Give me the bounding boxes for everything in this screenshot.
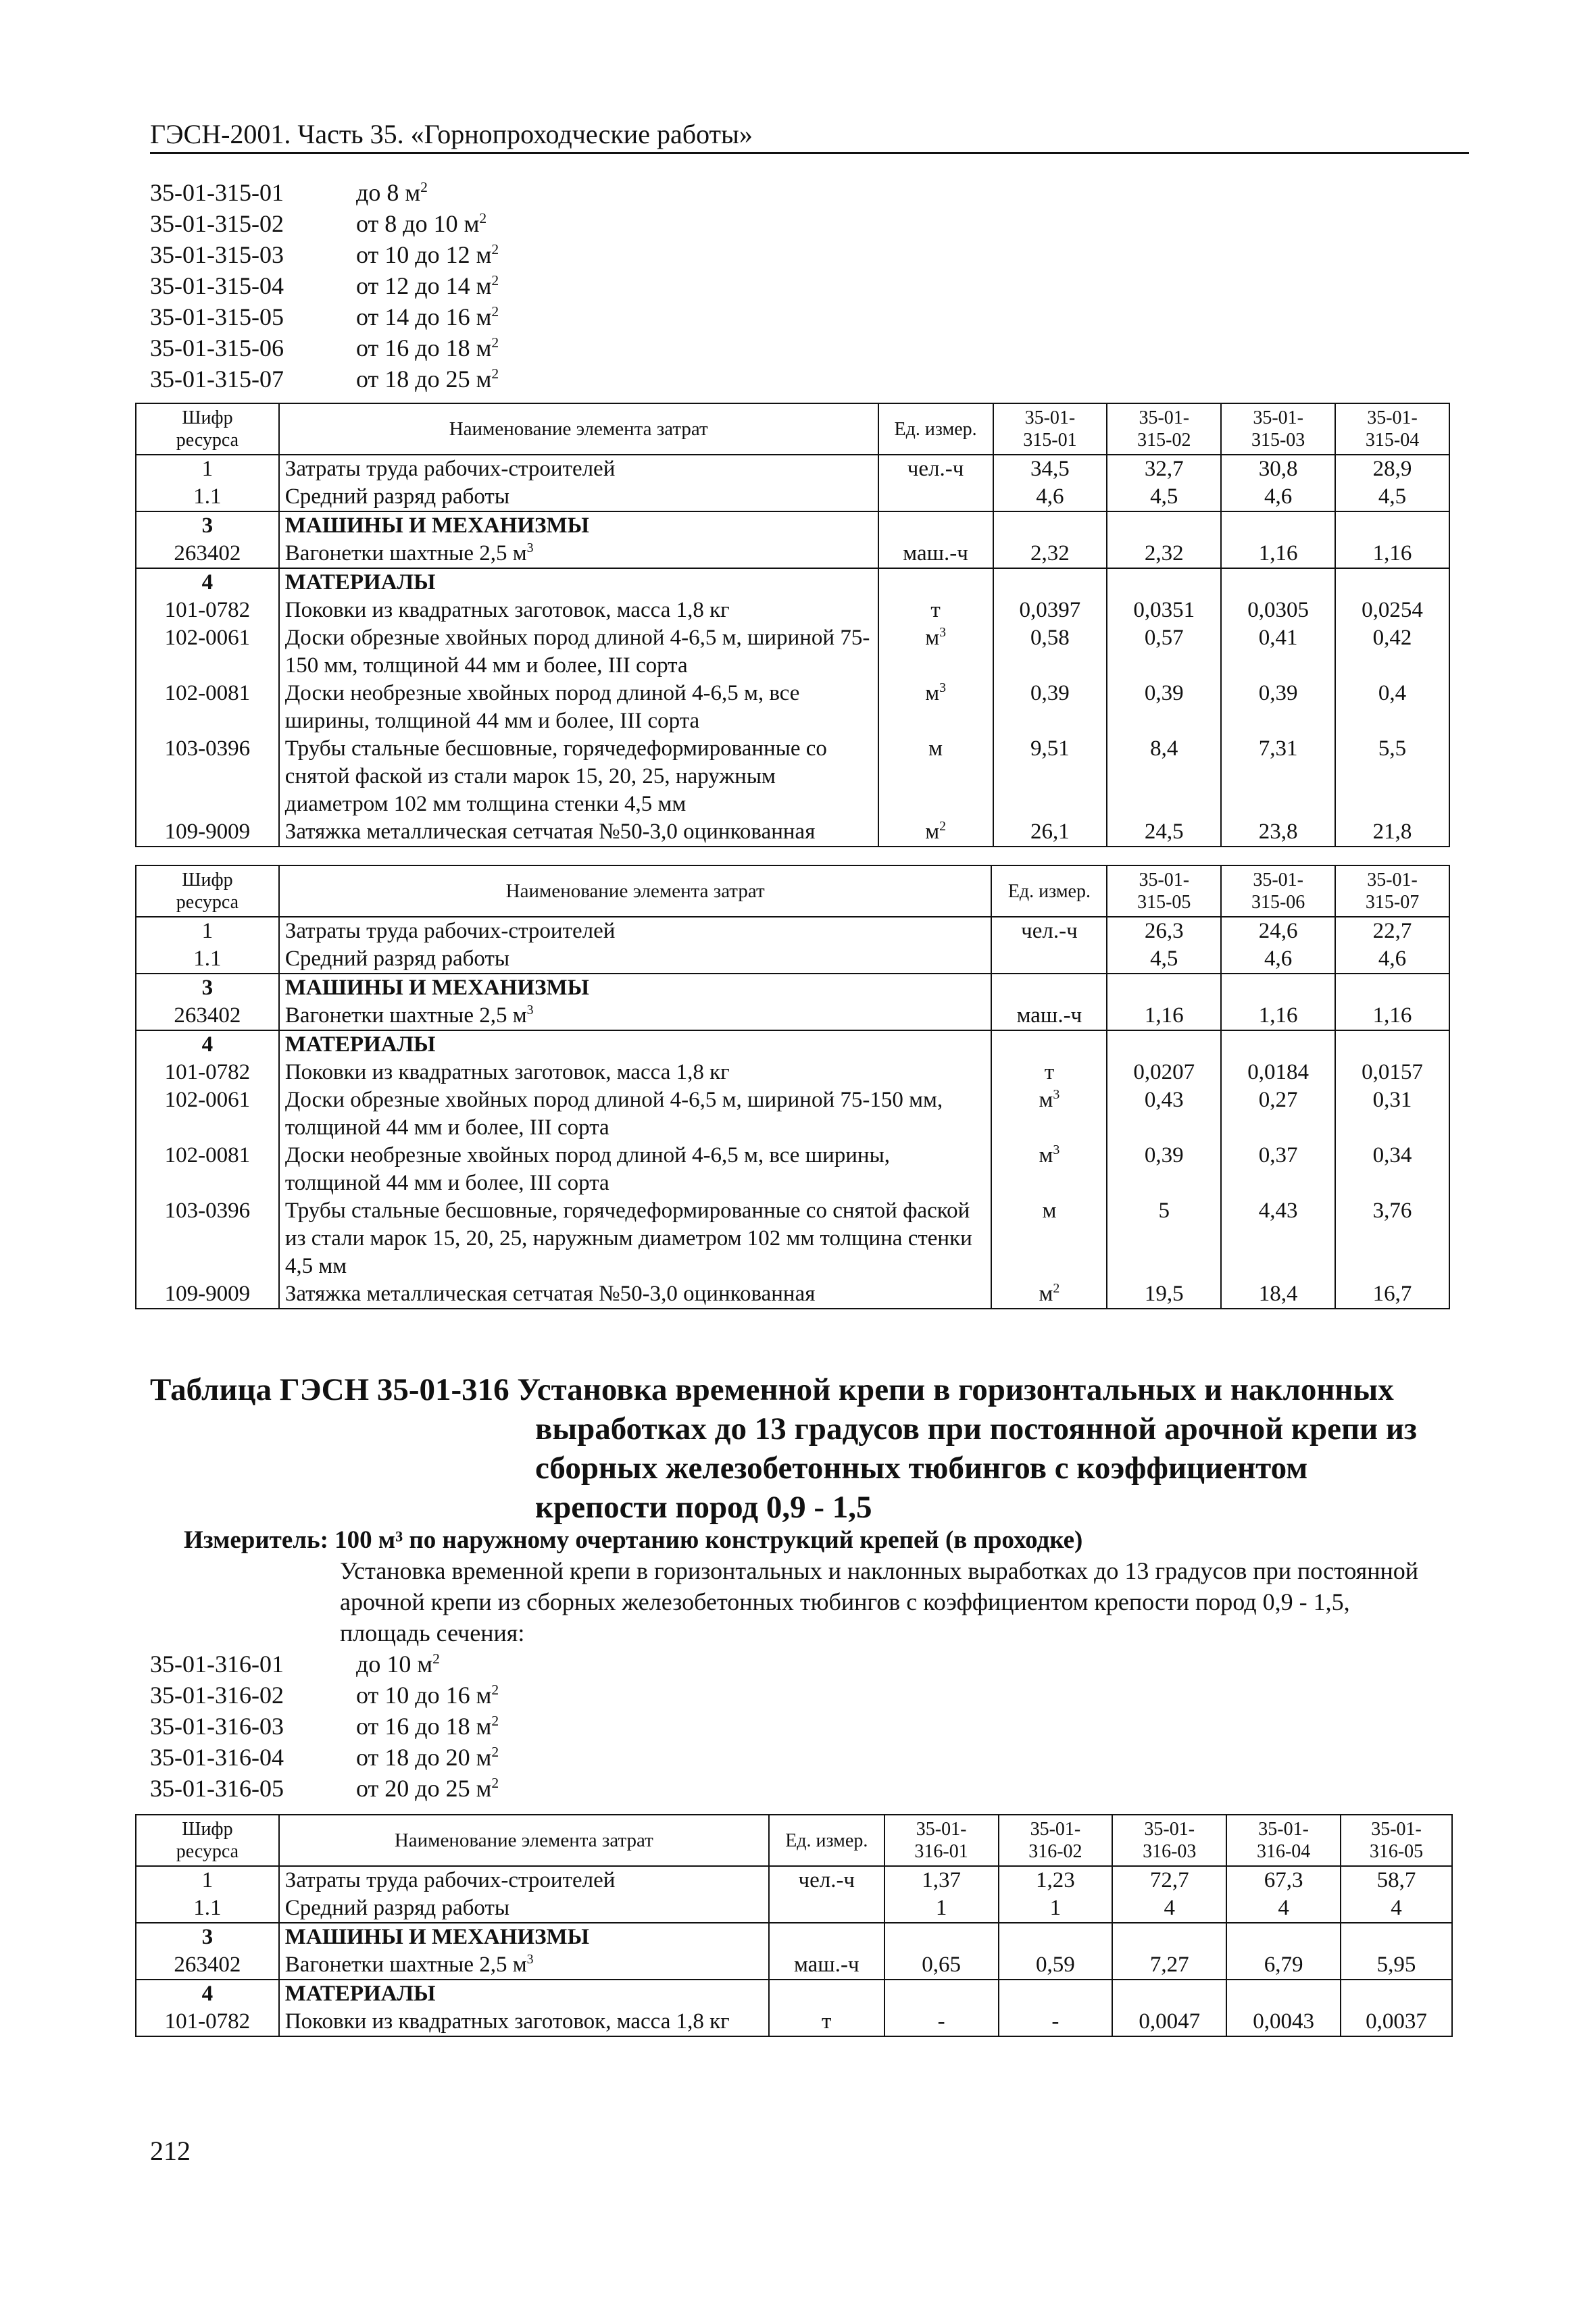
value-cell: 0,39 [1221,680,1335,735]
value-cell: 0,0305 [1221,597,1335,624]
cost-element-name: Затяжка металлическая сетчатая №50-3,0 оцинкованная [279,1280,992,1309]
value-cell: 5,5 [1335,735,1449,818]
code-description: от 12 до 14 $м^2$ [356,272,499,299]
value-cell: 9,51 [993,735,1107,818]
value-cell [1107,511,1221,540]
value-cell: 0,4 [1335,680,1449,735]
value-cell: 0,65 [884,1951,999,1980]
value-cell [999,1923,1113,1951]
value-cell: 7,31 [1221,735,1335,818]
code-description: от 10 до 16 $м^2$ [356,1682,499,1709]
value-cell [1335,511,1449,540]
value-cell: 67,3 [1226,1866,1341,1894]
title-line-2: выработках до 13 градусов при постоянной арочной крепи из [535,1411,1417,1447]
value-cell: 34,5 [993,455,1107,483]
value-cell: 23,8 [1221,818,1335,847]
unit: маш.-ч [878,540,993,568]
unit [878,511,993,540]
title-line-4: крепости пород 0,9 - 1,5 [535,1490,872,1525]
cost-element-name: МАТЕРИАЛЫ [279,1030,992,1059]
value-cell [884,1923,999,1951]
value-cell [1221,1030,1335,1059]
table-row [136,624,1449,680]
value-cell: 1,23 [999,1866,1113,1894]
resource-code: 1 [136,1866,279,1894]
table-row [136,945,1449,974]
unit [769,1923,884,1951]
value-cell [1226,1923,1341,1951]
value-cell: 4,6 [993,483,1107,511]
unit [991,974,1107,1002]
unit: т [878,597,993,624]
value-cell [1221,511,1335,540]
unit: $м^2$ [991,1280,1107,1309]
page-number: 212 [150,2136,191,2166]
resource-code: 109-9009 [136,1280,279,1309]
cost-element-name: Трубы стальные бесшовные, горячедеформированные со снятой фаской из стали марок 15, 20, 25, наружным диаметром 102 мм толщина стенки 4,5 мм [279,735,878,818]
code-description: от 16 до 18 $м^2$ [356,334,499,361]
value-cell [993,511,1107,540]
code-row [150,363,499,395]
value-cell [1335,568,1449,597]
value-cell [1335,974,1449,1002]
code-description: от 18 до 25 $м^2$ [356,366,499,393]
code-row [150,208,499,239]
resource-code: 109-9009 [136,818,279,847]
header-norm-column: 35-01- 316-01 [884,1815,999,1866]
cost-element-name: Доски обрезные хвойных пород длиной 4-6,5 м, шириной 75-150 мм, толщиной 44 мм и более, III сорта [279,1086,992,1142]
header-resource-code: Шифр ресурса [136,1815,279,1866]
code-row [150,332,499,363]
value-cell: 26,1 [993,818,1107,847]
code-description: от 14 до 16 $м^2$ [356,303,499,330]
table-316-title [150,1370,1417,1527]
code: 35-01-316-05 [150,1775,284,1802]
table-row [136,511,1449,540]
header-norm-column: 35-01- 315-05 [1107,865,1221,917]
header-norm-column: 35-01- 315-03 [1221,403,1335,455]
value-cell: 2,32 [1107,540,1221,568]
cost-element-name: Затраты труда рабочих-строителей [279,917,992,945]
unit: $м^3$ [991,1086,1107,1142]
value-cell: 0,31 [1335,1086,1449,1142]
value-cell [884,1980,999,2008]
header-norm-column: 35-01- 316-04 [1226,1815,1341,1866]
header-name: Наименование элемента затрат [279,1815,769,1866]
unit: $м^3$ [991,1142,1107,1197]
table-row [136,1059,1449,1086]
resource-code: 101-0782 [136,1059,279,1086]
cost-element-name: Вагонетки шахтные 2,5 $м^3$ [279,1002,992,1030]
header-name: Наименование элемента затрат [279,403,878,455]
value-cell: 58,7 [1341,1866,1452,1894]
value-cell [1335,1030,1449,1059]
value-cell: 0,0207 [1107,1059,1221,1086]
value-cell: 4,6 [1335,945,1449,974]
code: 35-01-316-01 [150,1651,284,1678]
table-row [136,1002,1449,1030]
header-name: Наименование элемента затрат [279,865,992,917]
header-resource-code: Шифр ресурса [136,403,279,455]
table-row [136,455,1449,483]
resource-code: 101-0782 [136,2008,279,2036]
value-cell: 1 [884,1894,999,1923]
resource-code: 102-0081 [136,680,279,735]
table-316-description: Установка временной крепи в горизонтальных и наклонных выработках до 13 градусов при постоянной арочной крепи из сборных железобетонных тюбингов с коэффициентом крепости пород 0,9 - 1,5, площадь сечения: [340,1557,1419,1646]
resource-code: 4 [136,1980,279,2008]
code: 35-01-315-03 [150,241,284,268]
header-norm-column: 35-01- 316-03 [1112,1815,1226,1866]
norms-table-315-part1 [135,403,1450,847]
value-cell: 0,58 [993,624,1107,680]
cost-element-name: Затраты труда рабочих-строителей [279,455,878,483]
title-line-3: сборных железобетонных тюбингов с коэффициентом [535,1451,1308,1486]
code: 35-01-315-06 [150,334,284,361]
table-row [136,818,1449,847]
value-cell: 0,0351 [1107,597,1221,624]
cost-element-name: МАТЕРИАЛЫ [279,1980,769,2008]
unit: чел.-ч [991,917,1107,945]
unit: м [878,735,993,818]
code: 35-01-316-04 [150,1744,284,1771]
table-row [136,1197,1449,1280]
value-cell: 2,32 [993,540,1107,568]
value-cell [1341,1980,1452,2008]
cost-element-name: Трубы стальные бесшовные, горячедеформированные со снятой фаской из стали марок 15, 20, 25, наружным диаметром 102 мм толщина стенки 4,5 мм [279,1197,992,1280]
value-cell: 6,79 [1226,1951,1341,1980]
cost-element-name: Затраты труда рабочих-строителей [279,1866,769,1894]
code: 35-01-315-01 [150,179,284,206]
resource-code: 263402 [136,1002,279,1030]
value-cell: 0,34 [1335,1142,1449,1197]
value-cell: 0,0047 [1112,2008,1226,2036]
cost-element-name: МАШИНЫ И МЕХАНИЗМЫ [279,1923,769,1951]
value-cell: 5 [1107,1197,1221,1280]
unit: маш.-ч [769,1951,884,1980]
cost-element-name: Поковки из квадратных заготовок, масса 1,8 кг [279,1059,992,1086]
value-cell: 18,4 [1221,1280,1335,1309]
unit: $м^3$ [878,680,993,735]
value-cell: 0,41 [1221,624,1335,680]
code-row [150,301,499,332]
value-cell: 4 [1226,1894,1341,1923]
table-row [136,974,1449,1002]
value-cell: 0,0157 [1335,1059,1449,1086]
unit: т [769,2008,884,2036]
value-cell: 0,0254 [1335,597,1449,624]
value-cell [1226,1980,1341,2008]
unit: маш.-ч [991,1002,1107,1030]
value-cell: 0,39 [1107,1142,1221,1197]
value-cell: 0,57 [1107,624,1221,680]
codes-list-316 [150,1649,499,1804]
value-cell [1221,974,1335,1002]
header-unit: Ед. измер. [878,403,993,455]
norms-table-315-part2 [135,865,1450,1309]
value-cell: 4,5 [1107,483,1221,511]
value-cell: 0,42 [1335,624,1449,680]
unit: чел.-ч [769,1866,884,1894]
code-description: от 16 до 18 $м^2$ [356,1713,499,1740]
unit [991,945,1107,974]
table-row [136,597,1449,624]
value-cell [1107,1030,1221,1059]
codes-list-315 [150,177,499,395]
cost-element-name: Средний разряд работы [279,945,992,974]
value-cell: 3,76 [1335,1197,1449,1280]
value-cell: - [884,2008,999,2036]
table-row [136,540,1449,568]
value-cell: 1 [999,1894,1113,1923]
cost-element-name: Поковки из квадратных заготовок, масса 1,8 кг [279,597,878,624]
header-norm-column: 35-01- 315-06 [1221,865,1335,917]
value-cell: 32,7 [1107,455,1221,483]
value-cell [1112,1980,1226,2008]
value-cell: 24,5 [1107,818,1221,847]
table-row [136,680,1449,735]
table-row [136,1866,1452,1894]
value-cell: 4,43 [1221,1197,1335,1280]
value-cell [1107,974,1221,1002]
resource-code: 3 [136,511,279,540]
value-cell: 4,5 [1335,483,1449,511]
measure-unit: Измеритель: 100 м³ по наружному очертанию конструкций крепей (в проходке) [184,1526,1083,1554]
code: 35-01-315-02 [150,210,284,237]
value-cell: 26,3 [1107,917,1221,945]
resource-code: 4 [136,568,279,597]
header-unit: Ед. измер. [769,1815,884,1866]
value-cell: 1,16 [1335,540,1449,568]
header-norm-column: 35-01- 316-02 [999,1815,1113,1866]
resource-code: 1.1 [136,945,279,974]
cost-element-name: Средний разряд работы [279,1894,769,1923]
table-row [136,483,1449,511]
cost-element-name: Затяжка металлическая сетчатая №50-3,0 оцинкованная [279,818,878,847]
value-cell [1107,568,1221,597]
value-cell: 4,5 [1107,945,1221,974]
value-cell: 30,8 [1221,455,1335,483]
unit [769,1980,884,2008]
table-row [136,917,1449,945]
table-row [136,1980,1452,2008]
cost-element-name: МАШИНЫ И МЕХАНИЗМЫ [279,974,992,1002]
code-description: до 8 $м^2$ [356,179,428,206]
code-description: от 18 до 20 $м^2$ [356,1744,499,1771]
value-cell [993,568,1107,597]
code: 35-01-315-07 [150,366,284,393]
value-cell: 0,0397 [993,597,1107,624]
cost-element-name: МАШИНЫ И МЕХАНИЗМЫ [279,511,878,540]
cost-element-name: Средний разряд работы [279,483,878,511]
value-cell: 21,8 [1335,818,1449,847]
value-cell: 4,6 [1221,945,1335,974]
resource-code: 102-0061 [136,1086,279,1142]
code: 35-01-316-03 [150,1713,284,1740]
cost-element-name: Доски необрезные хвойных пород длиной 4-6,5 м, все ширины, толщиной 44 мм и более, III сорта [279,680,878,735]
value-cell [1221,568,1335,597]
value-cell: 0,0037 [1341,2008,1452,2036]
cost-element-name: Доски обрезные хвойных пород длиной 4-6,5 м, шириной 75-150 мм, толщиной 44 мм и более, III сорта [279,624,878,680]
page-header: ГЭСН-2001. Часть 35. «Горнопроходческие работы» [150,119,753,149]
header-rule [150,152,1469,154]
value-cell: 1,16 [1335,1002,1449,1030]
resource-code: 102-0061 [136,624,279,680]
unit: м [991,1197,1107,1280]
code-row [150,1773,499,1804]
value-cell: 1,16 [1221,540,1335,568]
value-cell: 24,6 [1221,917,1335,945]
value-cell [1112,1923,1226,1951]
cost-element-name: Поковки из квадратных заготовок, масса 1,8 кг [279,2008,769,2036]
code-row [150,1649,499,1680]
code-row [150,239,499,270]
code-description: от 20 до 25 $м^2$ [356,1775,499,1802]
header-norm-column: 35-01- 315-04 [1335,403,1449,455]
resource-code: 263402 [136,1951,279,1980]
code: 35-01-315-05 [150,303,284,330]
header-resource-code: Шифр ресурса [136,865,279,917]
value-cell: - [999,2008,1113,2036]
unit: т [991,1059,1107,1086]
unit [991,1030,1107,1059]
table-row [136,1923,1452,1951]
value-cell: 4 [1341,1894,1452,1923]
value-cell: 8,4 [1107,735,1221,818]
table-row [136,1142,1449,1197]
code-row [150,1742,499,1773]
code-row [150,177,499,208]
value-cell: 22,7 [1335,917,1449,945]
code-description: от 8 до 10 $м^2$ [356,210,487,237]
resource-code: 3 [136,974,279,1002]
resource-code: 3 [136,1923,279,1951]
unit: чел.-ч [878,455,993,483]
value-cell: 0,39 [1107,680,1221,735]
value-cell: 4,6 [1221,483,1335,511]
value-cell: 0,59 [999,1951,1113,1980]
value-cell: 72,7 [1112,1866,1226,1894]
header-unit: Ед. измер. [991,865,1107,917]
value-cell: 5,95 [1341,1951,1452,1980]
table-row [136,1951,1452,1980]
title-line-1: Таблица ГЭСН 35-01-316 Установка временной крепи в горизонтальных и наклонных [150,1372,1394,1407]
code-description: до 10 $м^2$ [356,1651,440,1678]
value-cell: 16,7 [1335,1280,1449,1309]
value-cell [999,1980,1113,2008]
header-norm-column: 35-01- 315-02 [1107,403,1221,455]
table-row [136,1086,1449,1142]
resource-code: 103-0396 [136,735,279,818]
value-cell: 1,16 [1107,1002,1221,1030]
value-cell: 0,43 [1107,1086,1221,1142]
resource-code: 1.1 [136,483,279,511]
code-description: от 10 до 12 $м^2$ [356,241,499,268]
value-cell: 19,5 [1107,1280,1221,1309]
table-row [136,1030,1449,1059]
header-norm-column: 35-01- 316-05 [1341,1815,1452,1866]
value-cell: 7,27 [1112,1951,1226,1980]
table-row [136,2008,1452,2036]
resource-code: 1 [136,455,279,483]
unit [878,483,993,511]
code-row [150,1680,499,1711]
header-norm-column: 35-01- 315-01 [993,403,1107,455]
value-cell: 0,39 [993,680,1107,735]
cost-element-name: МАТЕРИАЛЫ [279,568,878,597]
table-row [136,1280,1449,1309]
table-row [136,568,1449,597]
value-cell: 1,37 [884,1866,999,1894]
norms-table-316 [135,1814,1453,2037]
resource-code: 263402 [136,540,279,568]
table-row [136,735,1449,818]
value-cell: 0,37 [1221,1142,1335,1197]
resource-code: 103-0396 [136,1197,279,1280]
value-cell: 1,16 [1221,1002,1335,1030]
resource-code: 101-0782 [136,597,279,624]
value-cell: 28,9 [1335,455,1449,483]
value-cell: 4 [1112,1894,1226,1923]
unit [769,1894,884,1923]
cost-element-name: Вагонетки шахтные 2,5 $м^3$ [279,1951,769,1980]
header-norm-column: 35-01- 315-07 [1335,865,1449,917]
code: 35-01-316-02 [150,1682,284,1709]
table-row [136,1894,1452,1923]
value-cell: 0,0043 [1226,2008,1341,2036]
resource-code: 102-0081 [136,1142,279,1197]
cost-element-name: Вагонетки шахтные 2,5 $м^3$ [279,540,878,568]
unit: $м^2$ [878,818,993,847]
resource-code: 1.1 [136,1894,279,1923]
unit [878,568,993,597]
resource-code: 1 [136,917,279,945]
resource-code: 4 [136,1030,279,1059]
value-cell: 0,0184 [1221,1059,1335,1086]
value-cell [1341,1923,1452,1951]
code: 35-01-315-04 [150,272,284,299]
code-row [150,1711,499,1742]
cost-element-name: Доски необрезные хвойных пород длиной 4-6,5 м, все ширины, толщиной 44 мм и более, III сорта [279,1142,992,1197]
unit: $м^3$ [878,624,993,680]
value-cell: 0,27 [1221,1086,1335,1142]
code-row [150,270,499,301]
